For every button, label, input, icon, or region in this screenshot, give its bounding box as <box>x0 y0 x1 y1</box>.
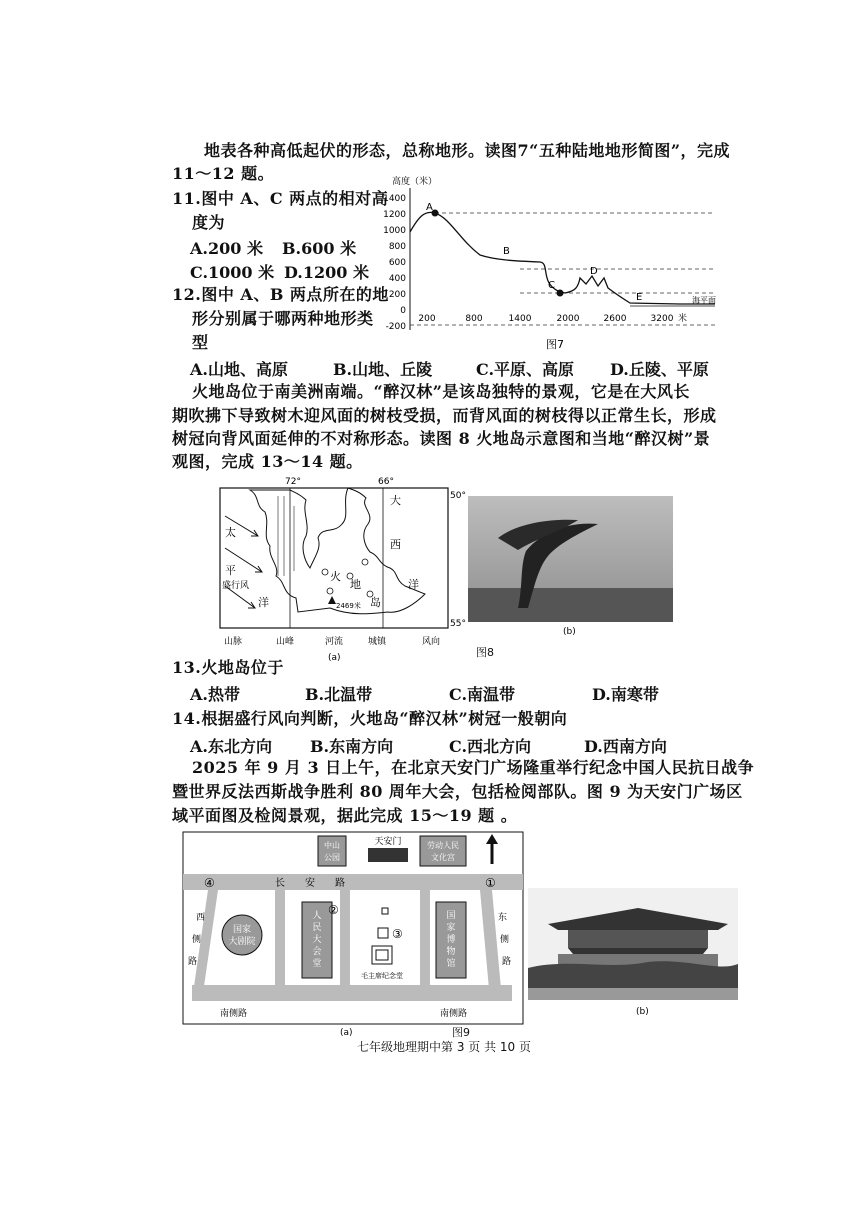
fig7-point-b: B <box>503 246 510 257</box>
fig8-legend-peak: 山峰 <box>276 637 295 647</box>
fig9-xice-3: 路 <box>188 957 198 967</box>
q11-option-c: C.1000 米 <box>190 263 275 282</box>
intro3-line2: 暨世界反法西斯战争胜利 80 周年大会，包括检阅部队。图 9 为天安门广场区 <box>172 782 743 801</box>
fig8-atlantic-1: 大 <box>390 494 401 507</box>
fig9-hall-3: 大 <box>312 935 322 945</box>
fig9-changan-1: 长 <box>275 878 285 889</box>
fig9-sub-a: (a) <box>340 1028 353 1038</box>
fig9-hall-1: 人 <box>312 911 322 921</box>
intro2-line3: 树冠向背风面延伸的不对称形态。读图 8 火地岛示意图和当地“醉汉树”景 <box>172 429 711 448</box>
fig7-ytick: 1000 <box>383 226 406 236</box>
fig9-laodong-1: 劳动人民 <box>427 841 459 850</box>
fig7-ytick: 0 <box>400 306 406 316</box>
fig9-hall-5: 堂 <box>312 959 322 969</box>
figure-7-terrain-profile <box>380 170 730 355</box>
intro3-line1: 2025 年 9 月 3 日上午，在北京天安门广场隆重举行纪念中国人民抗日战争 <box>192 758 755 777</box>
fig7-xtick: 2000 <box>556 314 580 324</box>
fig8-legend-river: 河流 <box>325 637 344 647</box>
fig8-pacific-3: 洋 <box>258 596 269 609</box>
q11-option-d: D.1200 米 <box>284 263 369 282</box>
q13-option-c: C.南温带 <box>449 685 516 704</box>
fig8-pacific-2: 平 <box>225 564 236 577</box>
fig9-dongce-1: 东 <box>498 913 508 923</box>
fig9-nance-west: 南侧路 <box>220 1009 248 1019</box>
fig7-point-c: C <box>548 280 555 291</box>
q14-option-c: C.西北方向 <box>449 737 532 756</box>
intro2-line2: 期吹拂下导致树木迎风面的树枝受损，而背风面的树枝得以正常生长，形成 <box>172 406 717 425</box>
intro2-line4: 观图，完成 13～14 题。 <box>172 452 363 471</box>
fig9-museum-5: 馆 <box>446 959 456 969</box>
q12-stem-cont2: 型 <box>192 333 209 352</box>
fig7-ytick: 1400 <box>383 194 406 204</box>
q12-option-b: B.山地、丘陵 <box>333 360 433 379</box>
fig9-theater-2: 大剧院 <box>228 937 256 947</box>
fig9-hall-2: 民 <box>312 923 322 933</box>
fig7-ytick: 800 <box>388 242 406 252</box>
fig7-xtick: 3200 <box>650 314 674 324</box>
page-footer: 七年级地理期中第 3 页 共 10 页 <box>357 1040 531 1054</box>
figure-8b-drunken-tree-photo <box>468 496 678 636</box>
q12-option-c: C.平原、高原 <box>476 360 575 379</box>
q12-stem: 12.图中 A、B 两点所在的地 <box>172 285 389 304</box>
fig7-point-e: E <box>636 292 643 303</box>
fig9-changan-2: 安 <box>305 878 315 889</box>
q12-stem-cont: 形分别属于哪两种地形类 <box>192 309 374 328</box>
fig8-legend-mountain: 山脉 <box>224 637 243 647</box>
fig9-marker-1: ① <box>485 876 496 890</box>
intro3-line3: 域平面图及检阅景观，据此完成 15～19 题 。 <box>172 806 518 825</box>
fig7-point-d: D <box>590 266 598 277</box>
intro1-line2: 11～12 题。 <box>172 164 275 183</box>
fig9-theater-1: 国家 <box>232 925 252 935</box>
fig7-ylabel: 高度（米） <box>392 177 438 187</box>
q13-option-d: D.南寒带 <box>592 685 659 704</box>
fig7-xtick: 200 <box>418 314 436 324</box>
q12-option-a: A.山地、高原 <box>190 360 288 379</box>
fig7-ytick: 1200 <box>383 210 406 220</box>
fig9-museum-1: 国 <box>446 911 456 921</box>
fig9-museum-2: 家 <box>446 923 456 933</box>
fig8-island-3: 岛 <box>370 596 381 609</box>
q14-option-d: D.西南方向 <box>584 737 667 756</box>
q11-option-a: A.200 米 <box>190 239 263 258</box>
fig8-legend-town: 城镇 <box>368 637 387 647</box>
fig9-museum-3: 博 <box>446 935 456 945</box>
fig8-wind-label: 盛行风 <box>222 581 250 591</box>
q14-stem: 14.根据盛行风向判断，火地岛“醉汉林”树冠一般朝向 <box>172 709 568 728</box>
fig7-xtick: 800 <box>465 314 483 324</box>
fig9-changan-3: 路 <box>335 878 345 889</box>
fig9-nance-east: 南侧路 <box>440 1009 468 1019</box>
fig8-legend-wind: 风向 <box>422 637 441 647</box>
fig9-zhongshan-2: 公园 <box>324 853 340 862</box>
intro1-line1: 地表各种高低起伏的形态，总称地形。读图7“五种陆地地形简图”，完成 <box>204 141 731 160</box>
fig8-island-2: 地 <box>350 578 361 591</box>
fig7-point-a: A <box>426 202 433 213</box>
figure-9a-tiananmen-plan <box>180 830 525 1040</box>
intro2-line1: 火地岛位于南美洲南端。“醉汉林”是该岛独特的景观，它是在大风长 <box>192 382 690 401</box>
fig9-laodong-2: 文化宫 <box>431 853 455 862</box>
q11-stem: 11.图中 A、C 两点的相对高 <box>172 189 389 208</box>
fig8-lat-55: 55° <box>450 619 466 629</box>
fig8-atlantic-3: 洋 <box>408 578 419 591</box>
fig8-sub-b: (b) <box>563 627 576 636</box>
fig8-peak-label: 2469米 <box>336 602 361 610</box>
fig7-ytick: 400 <box>388 274 406 284</box>
fig9-mausoleum: 毛主席纪念堂 <box>361 972 403 980</box>
fig9-museum-4: 物 <box>446 947 456 957</box>
fig8-lon-72: 72° <box>285 477 301 487</box>
fig8-atlantic-2: 西 <box>390 538 401 551</box>
fig7-xunit: 米 <box>678 314 688 324</box>
fig8-lat-50: 50° <box>450 491 466 501</box>
fig8-lon-66: 66° <box>378 477 394 487</box>
q14-option-a: A.东北方向 <box>190 737 272 756</box>
fig9-marker-4: ④ <box>204 876 215 890</box>
fig7-xtick: 1400 <box>508 314 532 324</box>
fig9-sub-b: (b) <box>636 1007 649 1017</box>
q13-option-b: B.北温带 <box>305 685 373 704</box>
fig9-zhongshan-1: 中山 <box>324 841 340 850</box>
fig9-xice-1: 西 <box>196 913 206 923</box>
figure-9b-review-photo <box>528 888 740 1018</box>
q13-option-a: A.热带 <box>190 685 240 704</box>
fig9-hall-4: 会 <box>312 947 322 957</box>
fig9-dongce-3: 路 <box>502 957 512 967</box>
q13-stem: 13.火地岛位于 <box>172 658 284 677</box>
fig7-ytick: 600 <box>388 258 406 268</box>
fig7-xtick: 2600 <box>603 314 627 324</box>
fig8-island-1: 火 <box>330 570 341 583</box>
q11-option-b: B.600 米 <box>282 239 357 258</box>
q12-option-d: D.丘陵、平原 <box>610 360 709 379</box>
fig8-pacific-1: 太 <box>225 526 236 539</box>
fig8-caption: 图8 <box>476 646 494 659</box>
fig7-ytick: -200 <box>385 322 406 332</box>
fig7-sea-level: 海平面 <box>692 296 716 305</box>
fig9-dongce-2: 侧 <box>500 935 510 945</box>
fig9-marker-3: ③ <box>392 927 403 941</box>
fig9-marker-2: ② <box>328 903 339 917</box>
fig7-caption: 图7 <box>546 338 564 351</box>
figure-8a-tierra-del-fuego-map <box>210 476 475 666</box>
fig9-tiananmen: 天安门 <box>374 837 402 847</box>
fig8-sub-a: (a) <box>328 653 341 663</box>
q14-option-b: B.东南方向 <box>310 737 394 756</box>
fig9-caption: 图9 <box>452 1026 470 1039</box>
fig7-ytick: 200 <box>388 290 406 300</box>
fig9-xice-2: 侧 <box>192 935 202 945</box>
q11-stem-cont: 度为 <box>192 213 226 232</box>
